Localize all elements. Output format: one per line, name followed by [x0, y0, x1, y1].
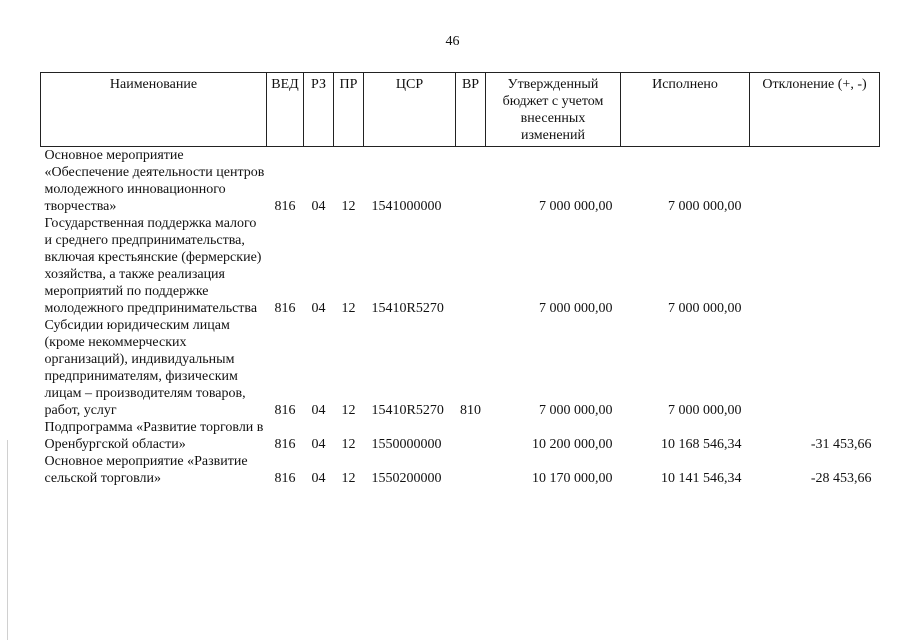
header-pr: ПР	[334, 73, 364, 147]
cell-ved: 816	[274, 403, 296, 418]
cell-executed: 7 000 000,00	[668, 199, 742, 214]
scan-edge-line	[7, 440, 8, 640]
header-name: Наименование	[41, 73, 267, 147]
header-ved: ВЕД	[267, 73, 304, 147]
cell-rz: 04	[311, 403, 326, 418]
cell-pr: 12	[341, 403, 356, 418]
table-row	[41, 147, 880, 216]
cell-pr: 12	[341, 437, 356, 452]
cell-approved: 10 170 000,00	[532, 471, 613, 486]
cell-approved: 7 000 000,00	[539, 403, 613, 418]
cell-ved: 816	[274, 471, 296, 486]
budget-table	[40, 72, 880, 487]
cell-ved: 816	[274, 301, 296, 316]
cell-vr	[456, 147, 486, 216]
cell-name: Государственная поддержка малого и среднего предпринимательства, включая крестьянские (фермерские) хозяйства, а также реализация мероприятий по поддержке молодежного предпринимательства	[44, 216, 262, 316]
cell-rz: 04	[311, 437, 326, 452]
cell-ved: 816	[274, 437, 296, 452]
cell-rz: 04	[311, 301, 326, 316]
cell-vr	[456, 215, 486, 317]
cell-name: Субсидии юридическим лицам (кроме некоммерческих организаций), индивидуальным предпринимателям, физическим лицам – производителям товаров, работ, услуг	[44, 318, 246, 418]
cell-executed: 10 168 546,34	[661, 437, 742, 452]
cell-executed: 7 000 000,00	[668, 403, 742, 418]
header-rz: РЗ	[304, 73, 334, 147]
cell-rz: 04	[311, 199, 326, 214]
cell-vr	[456, 419, 486, 453]
header-executed: Исполнено	[621, 73, 750, 147]
cell-name: Подпрограмма «Развитие торговли в Оренбургской области»	[44, 420, 264, 452]
cell-vr: 810	[460, 403, 481, 418]
cell-approved: 10 200 000,00	[532, 437, 613, 452]
table-row	[41, 317, 880, 419]
page-number: 46	[445, 34, 460, 49]
table-row	[41, 215, 880, 317]
cell-deviation	[750, 317, 880, 419]
header-deviation: Отклонение (+, -)	[750, 73, 880, 147]
cell-name: Основное мероприятие «Обеспечение деятельности центров молодежного инновационного творчества»	[44, 148, 265, 214]
header-csr: ЦСР	[364, 73, 456, 147]
header-approved: Утвержденный бюджет с учетом внесенных изменений	[486, 73, 621, 147]
header-row	[41, 73, 880, 147]
cell-pr: 12	[341, 199, 356, 214]
cell-name: Основное мероприятие «Развитие сельской торговли»	[44, 454, 248, 486]
cell-deviation: -31 453,66	[810, 437, 872, 452]
cell-rz: 04	[311, 471, 326, 486]
cell-approved: 7 000 000,00	[539, 199, 613, 214]
cell-vr	[456, 453, 486, 487]
cell-csr: 15410R5270	[371, 301, 444, 316]
header-vr: ВР	[456, 73, 486, 147]
table-row	[41, 453, 880, 487]
table-body	[41, 147, 880, 488]
cell-deviation: -28 453,66	[810, 471, 872, 486]
cell-csr: 1550200000	[371, 471, 442, 486]
cell-deviation	[750, 215, 880, 317]
cell-deviation	[750, 147, 880, 216]
cell-executed: 10 141 546,34	[661, 471, 742, 486]
cell-pr: 12	[341, 471, 356, 486]
cell-csr: 1541000000	[371, 199, 442, 214]
cell-pr: 12	[341, 301, 356, 316]
cell-csr: 1550000000	[371, 437, 442, 452]
cell-executed: 7 000 000,00	[668, 301, 742, 316]
cell-approved: 7 000 000,00	[539, 301, 613, 316]
cell-csr: 15410R5270	[371, 403, 444, 418]
cell-ved: 816	[274, 199, 296, 214]
table-row	[41, 419, 880, 453]
